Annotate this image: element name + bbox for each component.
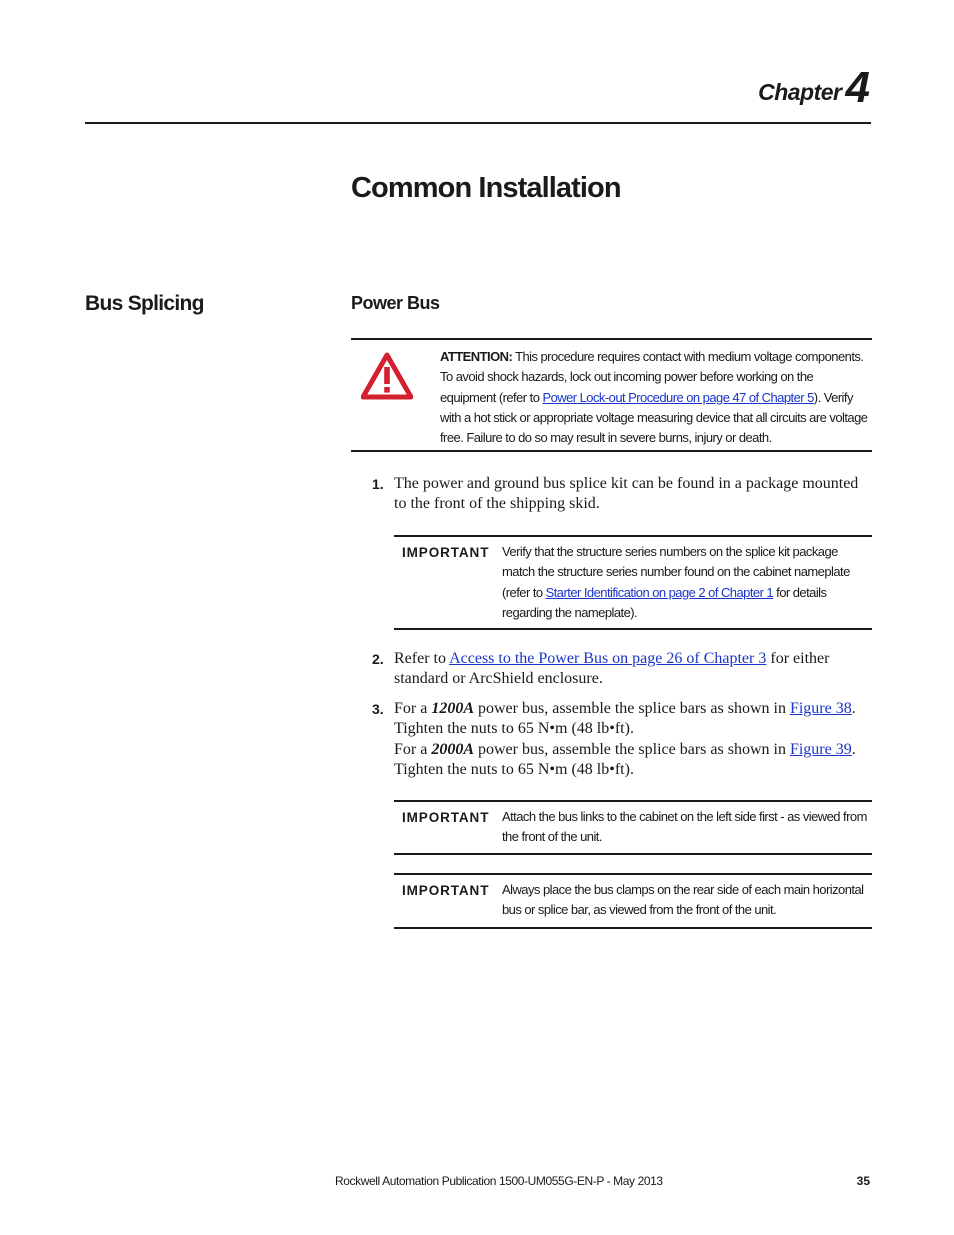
- chapter-heading: [758, 63, 870, 112]
- step-text: The power and ground bus splice kit can be found in a package mounted to the front of the shipping skid.: [394, 475, 859, 513]
- attention-text-part-1: This procedure requires contact with medium voltage components. To avoid shock hazards, lock out incoming power before working on the equipment (refer to: [440, 349, 864, 405]
- text: power bus, assemble the splice bars as shown in: [474, 700, 790, 717]
- attention-text: [440, 347, 868, 448]
- step-3-2000a: [394, 740, 864, 760]
- important-box-3: [394, 873, 872, 929]
- important-label: IMPORTANT: [402, 810, 490, 825]
- figure-39-link[interactable]: Figure 39: [789, 740, 852, 758]
- attention-label: ATTENTION:: [440, 349, 513, 364]
- chapter-number: 4: [845, 63, 870, 112]
- text: .: [851, 700, 856, 717]
- text: For a: [394, 700, 432, 717]
- starter-identification-link[interactable]: Starter Identification on page 2 of Chapter 1: [545, 584, 774, 600]
- text: For a: [394, 740, 432, 758]
- step-text-part-1: Refer to: [394, 650, 450, 667]
- bus-rating-2000a: 2000A: [431, 740, 474, 758]
- important-text: Always place the bus clamps on the rear side of each main horizontal bus or splice bar, as viewed from the front of the unit.: [502, 882, 864, 918]
- step-text: [394, 649, 864, 690]
- step-number: 2.: [372, 651, 384, 667]
- power-lockout-link[interactable]: Power Lock-out Procedure on page 47 of Chapter 5: [542, 389, 814, 405]
- important-text: [502, 542, 870, 623]
- important-box-2: [394, 800, 872, 855]
- section-title: Bus Splicing: [85, 292, 204, 315]
- text: power bus, assemble the splice bars as shown in: [474, 740, 790, 758]
- page-number: 35: [856, 1174, 870, 1188]
- step-3-1200a-torque: Tighten the nuts to 65 N•m (48 lb•ft).: [394, 720, 634, 738]
- important-text: Attach the bus links to the cabinet on the left side first - as viewed from the front of the unit.: [502, 809, 867, 845]
- step-number: 1.: [372, 476, 384, 492]
- figure-38-link[interactable]: Figure 38: [789, 700, 852, 717]
- text: .: [851, 740, 856, 758]
- important-box-1: [394, 535, 872, 630]
- warning-triangle-icon: [361, 352, 413, 405]
- header-divider: [85, 122, 871, 124]
- subsection-title: Power Bus: [351, 293, 440, 313]
- attention-text-part-2: ). Verify with a hot stick or appropriate voltage measuring device that all circuits are voltage free. Failure to do so may result in severe burns, injury or death.: [440, 389, 868, 446]
- important-label: IMPORTANT: [402, 883, 490, 898]
- access-power-bus-link[interactable]: Access to the Power Bus on page 26 of Chapter 3: [449, 650, 767, 667]
- page-title: Common Installation: [351, 172, 621, 204]
- step-number: 3.: [372, 701, 384, 717]
- step-text-part-2: for either standard or ArcShield enclosure.: [394, 650, 830, 688]
- step-text: [394, 699, 864, 780]
- footer-publication: Rockwell Automation Publication 1500-UM055G-EN-P - May 2013: [335, 1174, 663, 1188]
- important-label: IMPORTANT: [402, 545, 490, 560]
- important-text-part-1: Verify that the structure series numbers on the splice kit package match the structure series number found on the cabinet nameplate (refer to: [502, 544, 850, 600]
- bus-rating-1200a: 1200A: [431, 700, 474, 717]
- chapter-word: Chapter: [758, 79, 842, 105]
- step-3-2000a-torque: Tighten the nuts to 65 N•m (48 lb•ft).: [394, 760, 634, 778]
- attention-box: [351, 338, 872, 452]
- important-text-part-2: for details regarding the nameplate).: [502, 584, 827, 620]
- step-3-1200a: [394, 699, 864, 719]
